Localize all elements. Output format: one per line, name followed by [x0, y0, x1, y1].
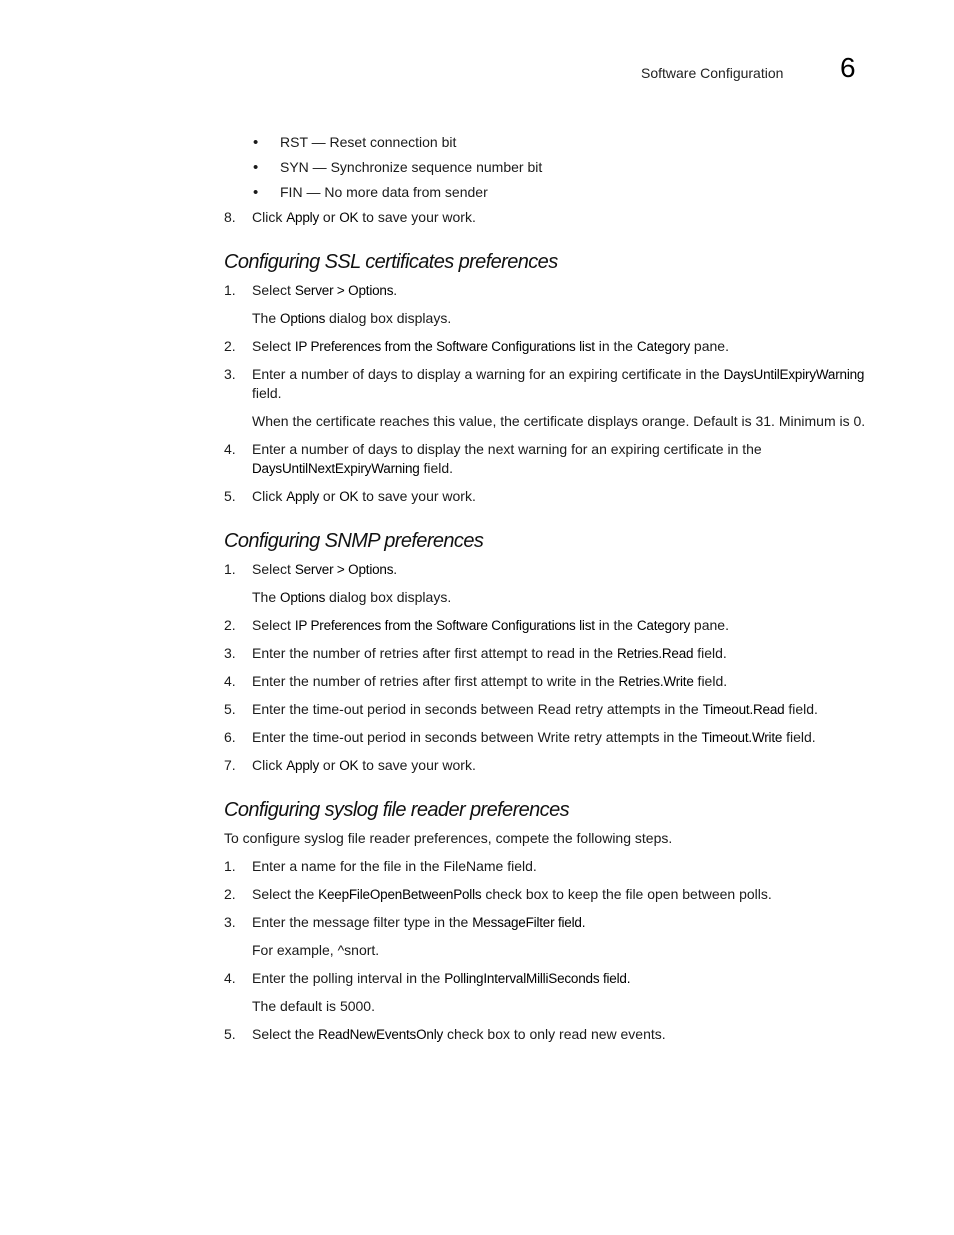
snmp-step-1-note: The Options dialog box displays.	[252, 589, 452, 605]
snmp-step-2: 2. Select IP Preferences from the Software Configurations list in the Category pane.	[224, 617, 729, 633]
bullet-icon: •	[253, 184, 259, 201]
syslog-step-3-note: For example, ^snort.	[252, 942, 380, 958]
ssl-step-2: 2. Select IP Preferences from the Software Configurations list in the Category pane.	[224, 338, 729, 354]
heading-ssl: Configuring SSL certificates preferences	[224, 251, 558, 273]
syslog-intro: To configure syslog file reader preferences, compete the following steps.	[224, 830, 673, 846]
heading-snmp: Configuring SNMP preferences	[224, 530, 484, 552]
step-number: 8.	[224, 209, 236, 225]
ssl-step-1-note: The Options dialog box displays.	[252, 310, 452, 326]
page-body	[224, 133, 874, 1044]
bullet-icon: •	[253, 159, 259, 176]
syslog-step-4-note: The default is 5000.	[252, 998, 375, 1014]
ui-apply: Apply	[286, 210, 320, 225]
snmp-step-5: 5. Enter the time-out period in seconds between Read retry attempts in the Timeout.Read field.	[224, 701, 818, 717]
syslog-step-5: 5. Select the ReadNewEventsOnly check box to only read new events.	[224, 1026, 666, 1042]
syslog-step-4: 4. Enter the polling interval in the PollingIntervalMilliSeconds field.	[224, 970, 631, 986]
ssl-step-3-note: When the certificate reaches this value, the certificate displays orange. Default is 31. Minimum is 0.	[252, 413, 866, 429]
list-item: • FIN — No more data from sender	[253, 184, 488, 201]
ssl-step-4: 4. Enter a number of days to display the next warning for an expiring certificate in the DaysUntilNextExpiryWarning field.	[224, 441, 762, 476]
snmp-step-3: 3. Enter the number of retries after first attempt to read in the Retries.Read field.	[224, 645, 727, 661]
snmp-step-7: 7. Click Apply or OK to save your work.	[224, 757, 476, 773]
bullet-icon: •	[253, 134, 259, 151]
snmp-step-4: 4. Enter the number of retries after first attempt to write in the Retries.Write field.	[224, 673, 728, 689]
ssl-step-5: 5. Click Apply or OK to save your work.	[224, 488, 476, 504]
syslog-step-1: 1. Enter a name for the file in the FileName field.	[224, 858, 537, 874]
step-8: 8. Click Apply or OK to save your work.	[224, 209, 476, 225]
list-item: • RST — Reset connection bit	[253, 134, 457, 151]
ssl-step-3: 3. Enter a number of days to display a warning for an expiring certificate in the DaysUntilExpiryWarning field.	[224, 366, 865, 401]
ssl-step-1: 1. Select Server > Options.	[224, 282, 398, 298]
list-item: • SYN — Synchronize sequence number bit	[253, 159, 543, 176]
ui-ok: OK	[339, 210, 359, 225]
heading-syslog: Configuring syslog file reader preferences	[224, 799, 569, 821]
snmp-step-1: 1. Select Server > Options.	[224, 561, 398, 577]
snmp-step-6: 6. Enter the time-out period in seconds between Write retry attempts in the Timeout.Write field.	[224, 729, 816, 745]
syslog-step-3: 3. Enter the message filter type in the MessageFilter field.	[224, 914, 586, 930]
chapter-number: 6	[840, 52, 856, 83]
syslog-step-2: 2. Select the KeepFileOpenBetweenPolls check box to keep the file open between polls.	[224, 886, 772, 902]
section-title: Software Configuration	[641, 65, 784, 81]
